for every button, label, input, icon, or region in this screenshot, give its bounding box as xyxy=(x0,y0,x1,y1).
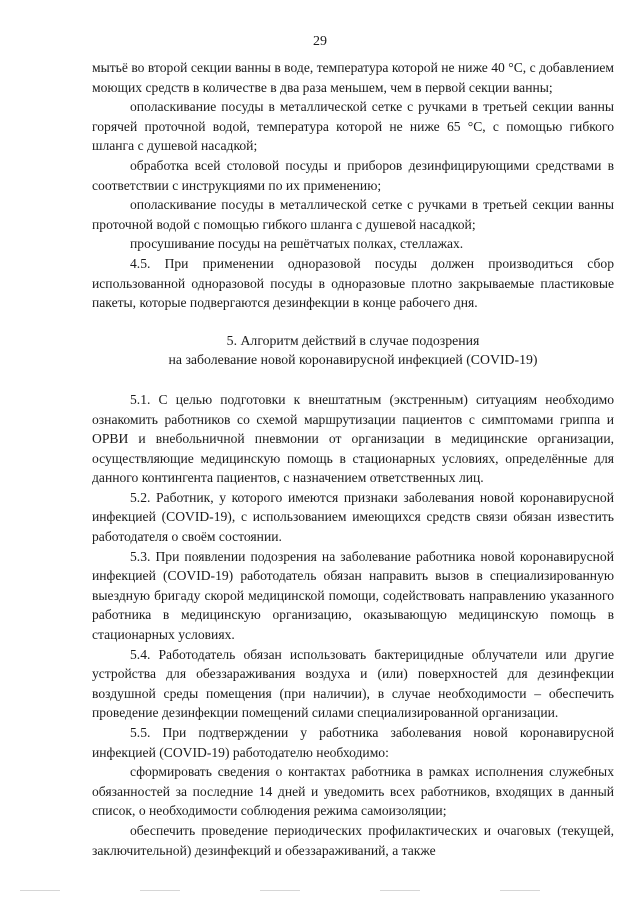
scan-edge-divider xyxy=(20,890,620,891)
paragraph: 5.3. При появлении подозрения на заболевание работника новой коронавирусной инфекцией (COVID-19) работодатель обязан направить вызов в специализированную выездную бригаду скорой медицинской помощи, содействовать направлению указанного работника в медицинскую организацию, оказывающую медицинскую помощь в стационарных условиях. xyxy=(92,548,614,643)
page-number: 29 xyxy=(313,34,327,49)
section-heading xyxy=(92,331,614,370)
paragraph: 5.1. С целью подготовки к внештатным (экстренным) ситуациям необходимо ознакомить работников со схемой маршрутизации пациентов с симптомами гриппа и ОРВИ и внебольничной пневмонии от организации в медицинские организации, осуществляющие медицинскую помощь в стационарных условиях, определённые для данного контингента пациентов, с назначением ответственных лиц. xyxy=(92,391,614,486)
paragraph: обеспечить проведение периодических профилактических и очаговых (текущей, заключительной) дезинфекций и обеззараживаний, а также xyxy=(92,822,614,858)
paragraph: 5.4. Работодатель обязан использовать бактерицидные облучатели или другие устройства для обеззараживания воздуха и (или) поверхностей для дезинфекции воздушной среды помещения (при наличии), в случае необходимости – обеспечить проведение дезинфекции помещений силами специализированной организации. xyxy=(92,646,614,721)
paragraph: ополаскивание посуды в металлической сетке с ручками в третьей секции ванны горячей проточной водой, температура которой не ниже 65 °С, с помощью гибкого шланга с душевой насадкой; xyxy=(92,99,614,154)
paragraph: просушивание посуды на решётчатых полках, стеллажах. xyxy=(130,236,464,252)
paragraph: ополаскивание посуды в металлической сетке с ручками в третьей секции ванны проточной водой с помощью гибкого шланга с душевой насадкой; xyxy=(92,197,614,232)
paragraph: мытьё во второй секции ванны в воде, температура которой не ниже 40 °С, с добавлением моющих средств в количестве в два раза меньшем, чем в первой секции ванны; xyxy=(92,60,614,95)
paragraph: 4.5. При применении одноразовой посуды должен производиться сбор использованной одноразовой посуды в одноразовые плотно закрываемые пластиковые пакеты, которые подвергаются дезинфекции в конце рабочего дня. xyxy=(92,255,614,311)
section-heading-line2: на заболевание новой коронавирусной инфекцией (COVID-19) xyxy=(168,352,538,368)
document-body xyxy=(92,58,614,860)
paragraph: 5.5. При подтверждении у работника заболевания новой коронавирусной инфекцией (COVID-19) работодателю необходимо: xyxy=(92,725,614,760)
section-heading-line1: 5. Алгоритм действий в случае подозрения xyxy=(226,332,480,348)
paragraph: обработка всей столовой посуды и приборов дезинфицирующими средствами в соответствии с инструкциями по их применению; xyxy=(92,157,614,193)
paragraph: 5.2. Работник, у которого имеются признаки заболевания новой коронавирусной инфекцией (COVID-19), с использованием имеющихся средств связи обязан известить работодателя о своём состоянии. xyxy=(92,489,614,545)
paragraph: сформировать сведения о контактах работника в рамках исполнения служебных обязанностей за последние 14 дней и уведомить всех работников, входящих в данный список, о необходимости соблюдения режима самоизоляции; xyxy=(92,764,614,819)
